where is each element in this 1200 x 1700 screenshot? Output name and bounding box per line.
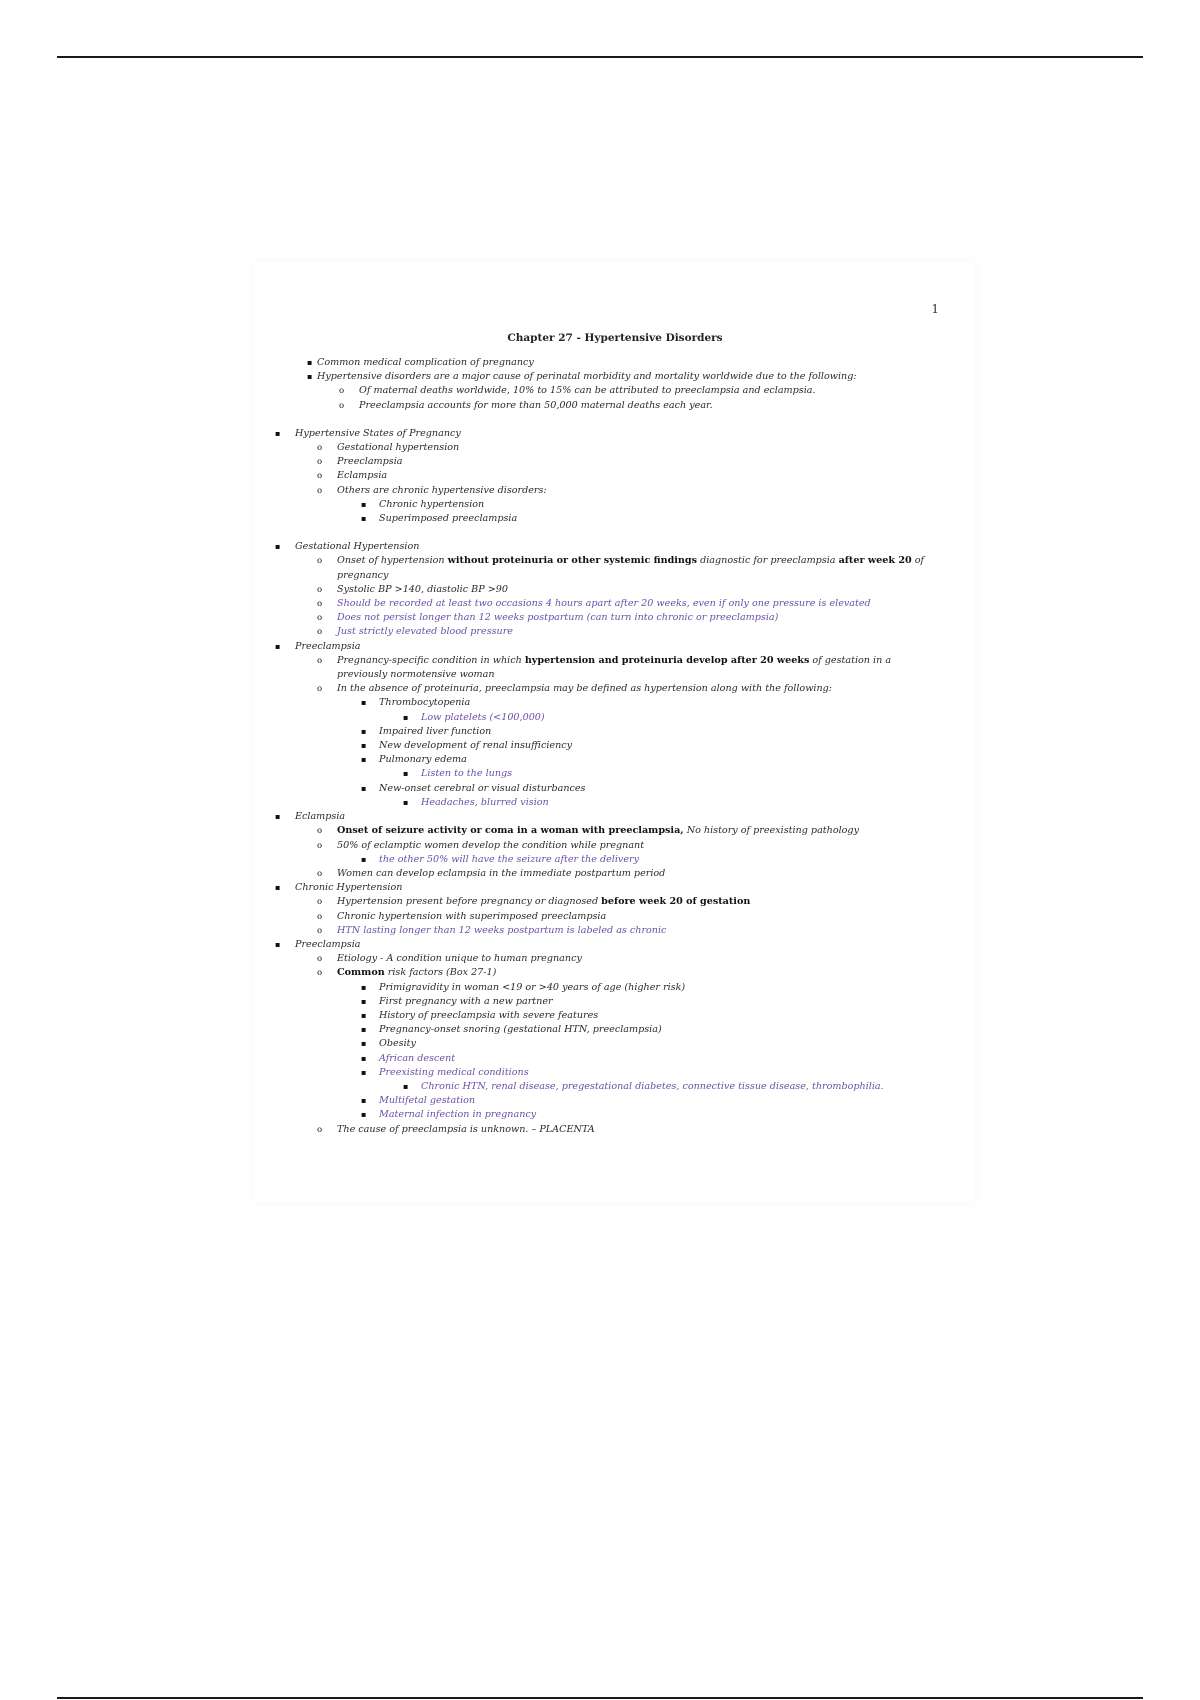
bullet-icon: [339, 399, 344, 413]
list-item: o Gestational hypertension: [255, 441, 975, 455]
bullet-icon: [275, 810, 280, 824]
list-item: ▪ Preeclampsia: [255, 938, 975, 952]
bullet-icon: [361, 696, 366, 710]
bullet-icon: [317, 839, 322, 853]
list-item: o Preeclampsia: [255, 455, 975, 469]
bullet-icon: [361, 498, 366, 512]
bullet-icon: [317, 682, 322, 696]
bullet-icon: [317, 625, 322, 639]
bullet-icon: [275, 640, 280, 654]
bullet-icon: [403, 711, 408, 725]
bullet-icon: [361, 1052, 366, 1066]
list-item: o Onset of seizure activity or coma in a woman with preeclampsia, No history of preexisting pathology: [255, 824, 975, 838]
list-item: ▪ Common medical complication of pregnancy: [255, 356, 975, 370]
bullet-icon: [361, 739, 366, 753]
bullet-icon: [339, 384, 344, 398]
list-item: o Women can develop eclampsia in the immediate postpartum period: [255, 867, 975, 881]
bullet-icon: [361, 753, 366, 767]
list-item: ▪ Eclampsia: [255, 810, 975, 824]
bullet-icon: [317, 484, 322, 498]
list-item: o Pregnancy-specific condition in which hypertension and proteinuria develop after 20 weeks of gestation in a previously normotensive woman: [255, 654, 927, 682]
document-body: [255, 356, 975, 1137]
list-item: o Hypertension present before pregnancy or diagnosed before week 20 of gestation: [255, 895, 975, 909]
bullet-icon: [361, 1094, 366, 1108]
bullet-icon: [275, 881, 280, 895]
bullet-icon: [317, 455, 322, 469]
bullet-icon: [275, 427, 280, 441]
document-page: [255, 262, 975, 1202]
list-item: ▪ Pregnancy-onset snoring (gestational HTN, preeclampsia): [255, 1023, 975, 1037]
bullet-icon: [317, 952, 322, 966]
bullet-icon: [361, 1066, 366, 1080]
bullet-icon: [317, 441, 322, 455]
list-item: o Others are chronic hypertensive disorders:: [255, 484, 975, 498]
bullet-icon: [317, 824, 322, 838]
page-number: 1: [931, 302, 939, 316]
bullet-icon: [361, 995, 366, 1009]
list-item: ▪ Primigravidity in woman <19 or >40 years of age (higher risk): [255, 981, 975, 995]
bullet-icon: [317, 966, 322, 980]
list-item: o Etiology - A condition unique to human pregnancy: [255, 952, 975, 966]
bullet-icon: [361, 981, 366, 995]
bullet-icon: [307, 370, 312, 384]
list-item: ▪ Hypertensive States of Pregnancy: [255, 427, 975, 441]
top-rule: [57, 56, 1143, 58]
list-item: ▪ Headaches, blurred vision: [255, 796, 975, 810]
bullet-icon: [275, 540, 280, 554]
bullet-icon: [361, 1037, 366, 1051]
bullet-icon: [361, 725, 366, 739]
bullet-icon: [317, 597, 322, 611]
list-item: o Systolic BP >140, diastolic BP >90: [255, 583, 975, 597]
list-item: o In the absence of proteinuria, preeclampsia may be defined as hypertension along with the following:: [255, 682, 975, 696]
list-item: ▪ Chronic hypertension: [255, 498, 975, 512]
list-item: ▪ Gestational Hypertension: [255, 540, 975, 554]
list-item: o Onset of hypertension without proteinuria or other systemic findings diagnostic for preeclampsia after week 20 of pregnancy: [255, 554, 927, 582]
bullet-icon: [361, 1023, 366, 1037]
list-item: o Common risk factors (Box 27-1): [255, 966, 975, 980]
bullet-icon: [307, 356, 312, 370]
bullet-icon: [361, 1108, 366, 1122]
bullet-icon: [403, 767, 408, 781]
list-item: ▪ Pulmonary edema: [255, 753, 975, 767]
list-item: ▪ Obesity: [255, 1037, 975, 1051]
list-item: o HTN lasting longer than 12 weeks postpartum is labeled as chronic: [255, 924, 975, 938]
list-item: o Eclampsia: [255, 469, 975, 483]
list-item: ▪ Hypertensive disorders are a major cause of perinatal morbidity and mortality worldwide due to the following:: [255, 370, 975, 384]
list-item: ▪ Preeclampsia: [255, 640, 975, 654]
list-item: ▪ Preexisting medical conditions: [255, 1066, 975, 1080]
bullet-icon: [317, 895, 322, 909]
list-item: o Chronic hypertension with superimposed preeclampsia: [255, 910, 975, 924]
list-item: o Just strictly elevated blood pressure: [255, 625, 975, 639]
list-item: ▪ Listen to the lungs: [255, 767, 975, 781]
list-item: ▪ First pregnancy with a new partner: [255, 995, 975, 1009]
bullet-icon: [317, 1123, 322, 1137]
list-item: o Of maternal deaths worldwide, 10% to 15% can be attributed to preeclampsia and eclampsia.: [255, 384, 975, 398]
list-item: ▪ New-onset cerebral or visual disturbances: [255, 782, 975, 796]
bullet-icon: [317, 654, 322, 668]
list-item: o Should be recorded at least two occasions 4 hours apart after 20 weeks, even if only one pressure is elevated: [255, 597, 975, 611]
list-item: o Preeclampsia accounts for more than 50,000 maternal deaths each year.: [255, 399, 975, 413]
bullet-icon: [317, 554, 322, 568]
list-item: o 50% of eclamptic women develop the condition while pregnant: [255, 839, 975, 853]
bottom-rule: [57, 1697, 1143, 1699]
list-item: ▪ the other 50% will have the seizure after the delivery: [255, 853, 975, 867]
bullet-icon: [361, 853, 366, 867]
list-item: ▪ Low platelets (<100,000): [255, 711, 975, 725]
list-item: ▪ Maternal infection in pregnancy: [255, 1108, 975, 1122]
bullet-icon: [317, 867, 322, 881]
bullet-icon: [317, 924, 322, 938]
list-item: ▪ Chronic Hypertension: [255, 881, 975, 895]
list-item: ▪ Multifetal gestation: [255, 1094, 975, 1108]
bullet-icon: [317, 469, 322, 483]
list-item: ▪ Chronic HTN, renal disease, pregestational diabetes, connective tissue disease, thrombophilia.: [255, 1080, 975, 1094]
bullet-icon: [361, 512, 366, 526]
list-item: o Does not persist longer than 12 weeks postpartum (can turn into chronic or preeclampsia): [255, 611, 975, 625]
bullet-icon: [275, 938, 280, 952]
bullet-icon: [361, 782, 366, 796]
bullet-icon: [403, 796, 408, 810]
list-item: ▪ Superimposed preeclampsia: [255, 512, 975, 526]
document-title: Chapter 27 - Hypertensive Disorders: [507, 332, 723, 344]
list-item: o The cause of preeclampsia is unknown. – PLACENTA: [255, 1123, 975, 1137]
list-item: ▪ History of preeclampsia with severe features: [255, 1009, 975, 1023]
list-item: ▪ Thrombocytopenia: [255, 696, 975, 710]
list-item: ▪ African descent: [255, 1052, 975, 1066]
bullet-icon: [317, 910, 322, 924]
list-item: ▪ New development of renal insufficiency: [255, 739, 975, 753]
bullet-icon: [317, 611, 322, 625]
bullet-icon: [361, 1009, 366, 1023]
bullet-icon: [317, 583, 322, 597]
list-item: ▪ Impaired liver function: [255, 725, 975, 739]
bullet-icon: [403, 1080, 408, 1094]
